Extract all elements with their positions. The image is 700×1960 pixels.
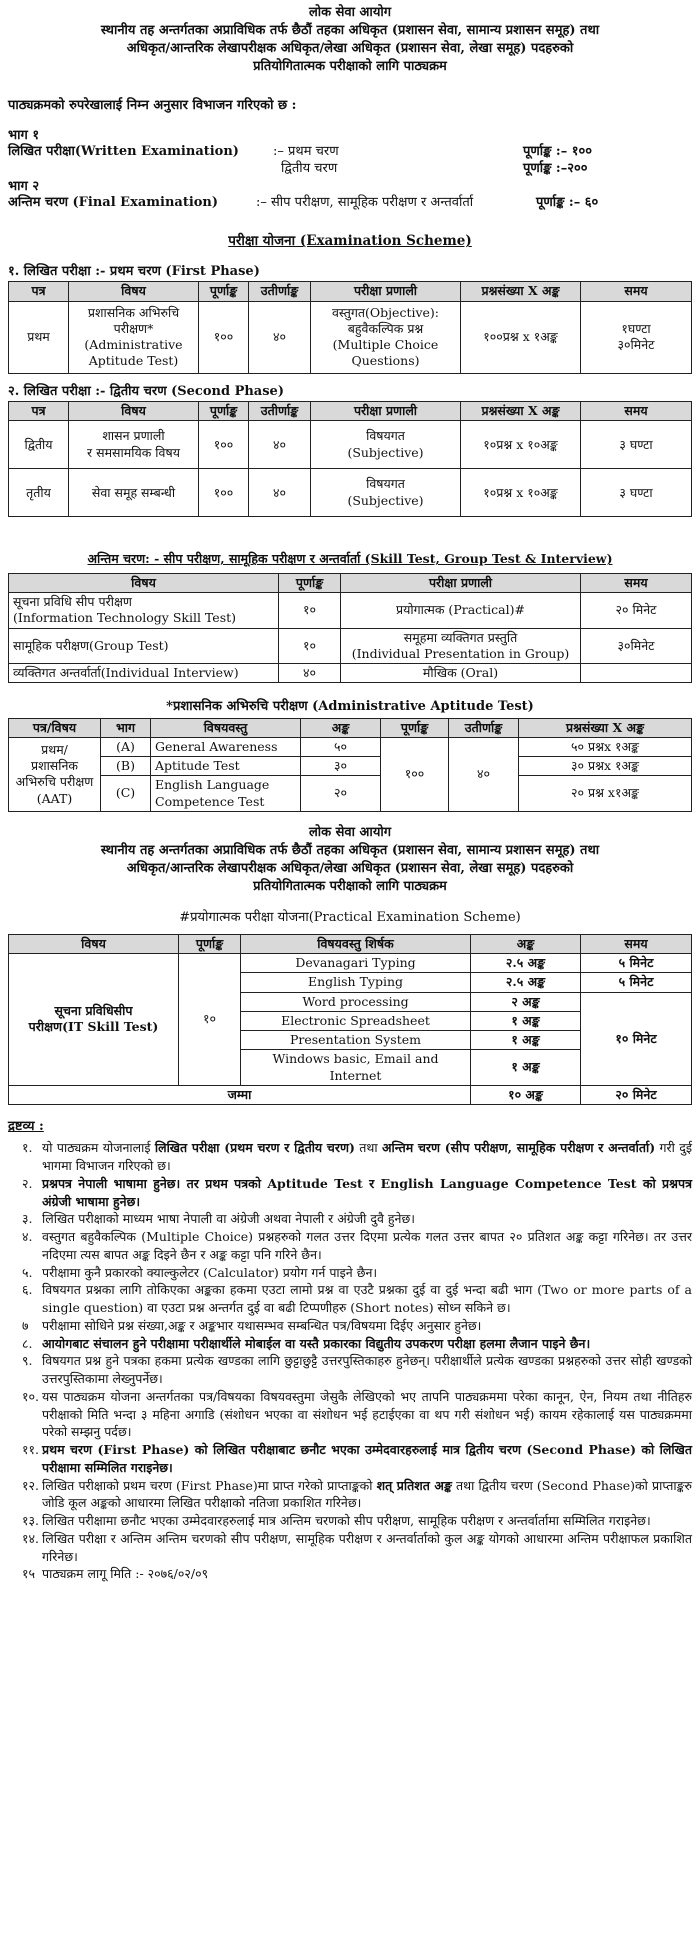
part-2-marks: पूर्णाङ्क :– ६० xyxy=(536,195,599,210)
table-header-row xyxy=(9,282,692,301)
cell-paper: तृतीय xyxy=(9,469,69,517)
subject-line: सेवा समूह सम्बन्धी xyxy=(91,484,176,500)
note-text xyxy=(42,1264,692,1282)
subject-np: प्रशासनिक अभिरुचि परीक्षण* xyxy=(87,304,180,336)
table-row xyxy=(9,469,692,517)
table-row xyxy=(9,593,692,629)
cell-subject: व्यक्तिगत अन्तर्वार्ता(Individual Interview) xyxy=(9,664,279,683)
cell-time: ५ मिनेट xyxy=(581,954,692,973)
note-text xyxy=(42,1512,692,1530)
header-line-2: अधिकृत/आन्तरिक लेखापरीक्षक अधिकृत/लेखा अधिकृत (प्रशासन सेवा, लेखा समूह) पदहरुको xyxy=(126,860,574,876)
col-header: प्रश्नसंख्या X अङ्क xyxy=(461,282,581,301)
cell-question-marks: १०प्रश्न x १०अङ्क xyxy=(461,421,581,469)
paper-line: (AAT) xyxy=(36,790,73,806)
note-number: १४. xyxy=(22,1530,39,1546)
cell-paper: प्रथम xyxy=(9,301,69,373)
part-2-desc: :– सीप परीक्षण, सामूहिक परीक्षण र अन्तर्वार्ता xyxy=(256,195,474,210)
paper-line: प्रशासनिक xyxy=(30,758,79,773)
org-name: लोक सेवा आयोग xyxy=(308,824,392,840)
phase-1-title: १. लिखित परीक्षा :- प्रथम चरण (First Phase) xyxy=(8,264,260,280)
note-number: १. xyxy=(22,1140,33,1156)
col-header: पूर्णाङ्क xyxy=(179,934,241,953)
col-header: समय xyxy=(581,934,692,953)
note-plain-text: पाठ्यक्रम लागू मिति :- २०७६/०२/०९ xyxy=(42,1566,209,1582)
system-line: विषयगत xyxy=(366,428,405,444)
col-header: अङ्क xyxy=(471,934,581,953)
cell-pass-marks: ४० xyxy=(449,737,519,811)
note-plain-text: लिखित परीक्षाको प्रथम चरण (First Phase)मा प्राप्त गरेको प्राप्ताङ्कको xyxy=(42,1477,377,1493)
cell-total-label: जम्मा xyxy=(9,1085,471,1104)
note-plain-text: यस पाठ्यक्रम योजना अन्तर्गतका पत्र/विषयका विषयवस्तुमा जेसुकै लेखिएको भए तापनि पाठ्यक्रममा परेका कानून, ऐन, नियम तथा नीतिहरु परीक्षाको मिति भन्दा ३ महिना अगाडि (संशोधन भएका वा संशोधन भई हटाईएका वा थप गरी संशोधन भई) कायम रहेकालाई यस पाठ्यक्रममा परेको सम्झनु पर्दछ। xyxy=(42,1388,692,1440)
subject-line: सूचना प्रविधि सीप परीक्षण xyxy=(13,594,132,609)
col-header: विषयवस्तु शिर्षक xyxy=(241,934,471,953)
note-text xyxy=(42,1477,692,1513)
cell-part: (C) xyxy=(101,776,151,812)
final-stage-title: अन्तिम चरण: - सीप परीक्षण, सामूहिक परीक्षण र अन्तर्वार्ता (Skill Test, Group Test & Interview) xyxy=(87,551,613,567)
cell-subject xyxy=(69,421,199,469)
cell-exam-system: मौखिक (Oral) xyxy=(341,664,581,683)
note-item xyxy=(8,1264,692,1282)
cell-marks: १ अङ्क xyxy=(471,1050,581,1086)
note-plain-text: विषयगत प्रश्नका लागि तोकिएका अङ्कका हकमा एउटा लामो प्रश्न वा एउटै प्रश्नका दुई वा दुई भन्दा बढी भाग (Two or more parts of a single question) वा एउटा प्रश्न अन्तर्गत दुई वा बढी टिप्पणीहरु (Short notes) सोध्न सकिने छ। xyxy=(42,1282,692,1315)
note-text xyxy=(42,1228,692,1264)
note-item xyxy=(8,1530,692,1566)
cell-pass-marks: ४० xyxy=(249,421,311,469)
aat-table xyxy=(8,718,692,812)
practical-title: #प्रयोगात्मक परीक्षा योजना(Practical Examination Scheme) xyxy=(179,909,521,925)
note-text xyxy=(42,1317,692,1335)
table-total-row xyxy=(9,1085,692,1104)
cell-content: Devanagari Typing xyxy=(241,954,471,973)
col-header: पत्र xyxy=(9,401,69,420)
paper-line: अभिरुचि परीक्षण xyxy=(15,774,94,790)
cell-time: ५ मिनेट xyxy=(581,973,692,992)
system-line: बहुवैकल्पिक प्रश्न xyxy=(347,320,424,336)
col-header: समय xyxy=(581,282,692,301)
note-item xyxy=(8,1228,692,1264)
col-header: उतीर्णाङ्क xyxy=(449,718,519,737)
cell-total-time: २० मिनेट xyxy=(581,1085,692,1104)
note-number: ८. xyxy=(22,1335,33,1351)
col-header: पत्र xyxy=(9,282,69,301)
subject-line: र समसामयिक विषय xyxy=(87,444,180,460)
cell-time xyxy=(581,301,692,373)
col-header: उतीर्णाङ्क xyxy=(249,282,311,301)
note-number: ४. xyxy=(22,1229,33,1244)
paper-line: प्रथम/ xyxy=(41,741,68,757)
cell-time xyxy=(581,664,692,683)
cell-pass-marks: ४० xyxy=(249,469,311,517)
note-plain-text: गरी दुई भागमा विभाजन गरिएको छ। xyxy=(42,1140,692,1173)
document-header-repeat xyxy=(8,824,692,896)
note-bold-text: लिखित परीक्षा (प्रथम चरण र द्वितीय चरण) xyxy=(154,1140,355,1156)
cell-subject xyxy=(69,469,199,517)
col-header: विषय xyxy=(9,573,279,592)
note-item xyxy=(8,1335,692,1353)
cell-content: Presentation System xyxy=(241,1031,471,1050)
part-1-name: लिखित परीक्षा(Written Examination) xyxy=(8,144,239,160)
note-text xyxy=(42,1139,692,1175)
note-text xyxy=(42,1565,692,1583)
cell-subject xyxy=(69,301,199,373)
note-item xyxy=(8,1317,692,1335)
cell-part: (B) xyxy=(101,757,151,776)
cell-content: General Awareness xyxy=(151,737,301,756)
cell-total-marks: १० अङ्क xyxy=(471,1085,581,1104)
note-text xyxy=(42,1352,692,1388)
subject-line: (Information Technology Skill Test) xyxy=(13,610,237,626)
table-row xyxy=(9,776,692,812)
time-line: ३०मिनेट xyxy=(617,337,655,353)
note-number: १५ xyxy=(22,1566,36,1582)
note-number: १०. xyxy=(22,1388,39,1404)
cell-question-marks: १०प्रश्न x १०अङ्क xyxy=(461,469,581,517)
col-header: समय xyxy=(581,573,692,592)
cell-marks: ३० xyxy=(301,757,381,776)
note-number: १३. xyxy=(22,1513,39,1528)
table-row xyxy=(9,737,692,756)
cell-full-marks: १० xyxy=(279,628,341,664)
cell-full-marks: १० xyxy=(179,954,241,1086)
cell-full-marks: १०० xyxy=(381,737,449,811)
intro-text: पाठ्यक्रमको रुपरेखालाई निम्न अनुसार विभाजन गरिएको छ : xyxy=(8,97,297,113)
col-header: विषय xyxy=(69,282,199,301)
note-plain-text: तथा xyxy=(354,1140,382,1156)
note-number: २. xyxy=(22,1175,33,1191)
subject-line: शासन प्रणाली xyxy=(102,428,165,444)
cell-content: Aptitude Test xyxy=(151,757,301,776)
table-row xyxy=(9,421,692,469)
col-header: भाग xyxy=(101,718,151,737)
note-item xyxy=(8,1352,692,1388)
col-header: परीक्षा प्रणाली xyxy=(311,282,461,301)
note-plain-text: तथा द्वितीय चरण (Second Phase)को प्राप्ताङ्करु जोडि कूल अङ्कको आधारमा लिखित परीक्षाको नतिजा प्रकाशित गरिनेछ। xyxy=(42,1477,692,1511)
col-header: विषय xyxy=(9,934,179,953)
cell-marks: २.५ अङ्क xyxy=(471,954,581,973)
note-plain-text: परीक्षामा कुनै प्रकारको क्याल्कुलेटर (Calculator) प्रयोग गर्न पाइने छैन। xyxy=(42,1264,378,1280)
system-line: विषयगत xyxy=(366,476,405,492)
col-header: पत्र/विषय xyxy=(9,718,101,737)
note-number: १२. xyxy=(22,1477,39,1493)
org-name: लोक सेवा आयोग xyxy=(308,5,392,20)
note-item xyxy=(8,1175,692,1211)
note-number: ७ xyxy=(22,1317,29,1333)
cell-exam-system: प्रयोगात्मक (Practical)# xyxy=(341,593,581,629)
subject-line: सूचना प्रविधिसीप xyxy=(54,1003,133,1019)
cell-full-marks: १० xyxy=(279,593,341,629)
table-row xyxy=(9,954,692,973)
part-1-second-marks: पूर्णाङ्क :–२०० xyxy=(523,160,588,176)
note-text xyxy=(42,1210,692,1228)
note-text xyxy=(42,1388,692,1441)
cell-marks: १ अङ्क xyxy=(471,1031,581,1050)
part-2-name: अन्तिम चरण (Final Examination) xyxy=(8,195,219,210)
col-header: प्रश्नसंख्या X अङ्क xyxy=(461,401,581,420)
practical-table xyxy=(8,934,692,1105)
header-line-1: स्थानीय तह अन्तर्गतका अप्राविधिक तर्फ छैठौं तहका अधिकृत (प्रशासन सेवा, सामान्य प्रशासन समूह) तथा xyxy=(100,842,600,858)
document-header xyxy=(8,4,692,76)
note-number: ९. xyxy=(22,1353,33,1369)
cell-content: English Language Competence Test xyxy=(151,776,301,812)
system-line: समूहमा व्यक्तिगत प्रस्तुति xyxy=(403,629,518,645)
part-2 xyxy=(8,179,692,212)
cell-paper xyxy=(9,737,101,811)
cell-marks: ५० xyxy=(301,737,381,756)
col-header: उतीर्णाङ्क xyxy=(249,401,311,420)
cell-subject: सामूहिक परीक्षण(Group Test) xyxy=(9,628,279,664)
cell-marks: २ अङ्क xyxy=(471,992,581,1011)
scheme-title: परीक्षा योजना (Examination Scheme) xyxy=(228,233,472,250)
note-item xyxy=(8,1281,692,1317)
header-line-1: स्थानीय तह अन्तर्गतका अप्राविधिक तर्फ छैठौं तहका अधिकृत (प्रशासन सेवा, सामान्य प्रशासन समूह) तथा xyxy=(100,22,600,38)
header-line-2: अधिकृत/आन्तरिक लेखापरीक्षक अधिकृत/लेखा अधिकृत (प्रशासन सेवा, लेखा समूह) पदहरुको xyxy=(126,40,574,56)
system-line: (Subjective) xyxy=(347,444,424,460)
cell-subject xyxy=(9,593,279,629)
note-bold-text: प्रथम चरण (First Phase) को लिखित परीक्षाबाट छनौट भएका उम्मेदवारहरुलाई मात्र द्वितीय चरण (Second Phase) को लिखित परीक्षामा सम्मिलित गराइनेछ। xyxy=(42,1442,692,1475)
col-header: पूर्णाङ्क xyxy=(279,573,341,592)
cell-exam-system xyxy=(311,301,461,373)
table-row xyxy=(9,628,692,664)
note-item xyxy=(8,1477,692,1513)
phase-2-title: २. लिखित परीक्षा :- द्वितीय चरण (Second Phase) xyxy=(8,383,284,399)
note-plain-text: वस्तुगत बहुवैकल्पिक (Multiple Choice) प्रश्नहरुको गलत उत्तर दिएमा प्रत्येक गलत उत्तर बापत २० प्रतिशत अङ्क कट्टा गरिनेछ। तर उत्तर नदिएमा त्यस बापत अङ्क दिइने छैन र अङ्क कट्टा पनि गरिने छैन। xyxy=(42,1229,692,1262)
table-header-row xyxy=(9,934,692,953)
part-1-first-marks: पूर्णाङ्क :– १०० xyxy=(523,144,593,160)
cell-full-marks: १०० xyxy=(199,469,249,517)
cell-question-marks: २० प्रश्न x१अङ्क xyxy=(519,776,692,812)
final-stage-table xyxy=(8,573,692,684)
part-1 xyxy=(8,128,692,177)
note-item xyxy=(8,1441,692,1477)
cell-marks: २० xyxy=(301,776,381,812)
cell-time: २० मिनेट xyxy=(581,593,692,629)
cell-time: १० मिनेट xyxy=(581,992,692,1085)
cell-marks: १ अङ्क xyxy=(471,1011,581,1030)
col-header: पूर्णाङ्क xyxy=(199,282,249,301)
note-item xyxy=(8,1210,692,1228)
table-row xyxy=(9,664,692,683)
system-line: वस्तुगत(Objective): xyxy=(331,304,440,320)
cell-exam-system xyxy=(311,469,461,517)
table-header-row xyxy=(9,401,692,420)
note-plain-text: परीक्षामा सोधिने प्रश्न संख्या,अङ्क र अङ्कभार यथासम्भव सम्बन्धित पत्र/विषयमा दिईए अनुसार हुनेछ। xyxy=(42,1317,482,1333)
cell-question-marks: ३० प्रश्नx १अङ्क xyxy=(519,757,692,776)
col-header: पूर्णाङ्क xyxy=(199,401,249,420)
note-bold-text: शत् प्रतिशत अङ्क xyxy=(376,1477,452,1493)
cell-content: Word processing xyxy=(241,992,471,1011)
notes-list xyxy=(8,1139,692,1583)
note-item xyxy=(8,1139,692,1175)
note-plain-text: लिखित परीक्षाको माध्यम भाषा नेपाली वा अंग्रेजी अथवा नेपाली र अंग्रेजी दुवै हुनेछ। xyxy=(42,1211,415,1227)
cell-question-marks: १००प्रश्न x १अङ्क xyxy=(461,301,581,373)
part-1-label: भाग १ xyxy=(8,128,40,143)
header-line-3: प्रतियोगितात्मक परीक्षाको लागि पाठ्यक्रम xyxy=(253,878,447,894)
col-header: अङ्क xyxy=(301,718,381,737)
part-1-second-stage: द्वितीय चरण xyxy=(281,160,338,176)
system-line: (Individual Presentation in Group) xyxy=(351,645,570,661)
cell-full-marks: १०० xyxy=(199,301,249,373)
note-number: ५. xyxy=(22,1264,33,1280)
subject-line: परीक्षण(IT Skill Test) xyxy=(28,1019,159,1035)
table-row xyxy=(9,301,692,373)
note-text xyxy=(42,1530,692,1566)
col-header: परीक्षा प्रणाली xyxy=(311,401,461,420)
cell-time: ३०मिनेट xyxy=(581,628,692,664)
part-1-first-stage: :– प्रथम चरण xyxy=(273,144,339,160)
cell-paper: द्वितीय xyxy=(9,421,69,469)
cell-question-marks: ५० प्रश्नx १अङ्क xyxy=(519,737,692,756)
note-plain-text: लिखित परीक्षा र अन्तिम अन्तिम चरणको सीप परीक्षण, सामूहिक परीक्षण र अन्तर्वार्ताको कुल अङ्क योगको आधारमा अन्तिम परीक्षाफल प्रकाशित गरिनेछ। xyxy=(42,1530,692,1564)
time-line: १घण्टा xyxy=(621,320,651,336)
note-text xyxy=(42,1281,692,1317)
note-plain-text: यो पाठ्यक्रम योजनालाई xyxy=(42,1140,155,1156)
note-item xyxy=(8,1512,692,1530)
system-line: (Subjective) xyxy=(347,492,424,508)
cell-content: Electronic Spreadsheet xyxy=(241,1011,471,1030)
note-number: ११. xyxy=(22,1442,39,1457)
cell-marks: २.५ अङ्क xyxy=(471,973,581,992)
col-header: पूर्णाङ्क xyxy=(381,718,449,737)
notes-title: द्रष्टव्य : xyxy=(8,1119,44,1134)
cell-time: ३ घण्टा xyxy=(581,421,692,469)
system-line: (Multiple Choice Questions) xyxy=(332,337,439,369)
note-text xyxy=(42,1441,692,1477)
header-line-3: प्रतियोगितात्मक परीक्षाको लागि पाठ्यक्रम xyxy=(253,58,447,74)
note-bold-text: प्रश्नपत्र नेपाली भाषामा हुनेछ। तर प्रथम पत्रको Aptitude Test र English Language Competence Test को प्रश्नपत्र अंग्रेजी भाषामा हुनेछ। xyxy=(42,1175,692,1209)
col-header: विषयवस्तु xyxy=(151,718,301,737)
cell-full-marks: १०० xyxy=(199,421,249,469)
note-number: ६. xyxy=(22,1282,33,1298)
cell-exam-system xyxy=(311,421,461,469)
col-header: परीक्षा प्रणाली xyxy=(341,573,581,592)
note-plain-text: विषयगत प्रश्न हुने पत्रका हकमा प्रत्येक खण्डका लागि छुट्टाछुट्टै उत्तरपुस्तिकाहरु हुनेछन्। परीक्षार्थीले प्रत्येक खण्डका प्रश्नहरुको उत्तर सोही खण्डको उत्तरपुस्तिकामा लेख्नुपर्नेछ। xyxy=(42,1353,692,1386)
col-header: प्रश्नसंख्या X अङ्क xyxy=(519,718,692,737)
part-2-label: भाग २ xyxy=(8,178,40,194)
cell-full-marks: ४० xyxy=(279,664,341,683)
phase-2-table xyxy=(8,401,692,517)
cell-part: (A) xyxy=(101,737,151,756)
aat-title: *प्रशासनिक अभिरुचि परीक्षण (Administrative Aptitude Test) xyxy=(166,699,534,715)
subject-en: (Administrative Aptitude Test) xyxy=(84,337,183,369)
note-number: ३. xyxy=(22,1211,33,1227)
table-header-row xyxy=(9,573,692,592)
col-header: समय xyxy=(581,401,692,420)
cell-content: Windows basic, Email and Internet xyxy=(241,1050,471,1086)
note-item xyxy=(8,1388,692,1441)
note-item xyxy=(8,1565,692,1583)
note-text xyxy=(42,1335,692,1353)
note-text xyxy=(42,1175,692,1211)
cell-subject xyxy=(9,954,179,1086)
cell-pass-marks: ४० xyxy=(249,301,311,373)
cell-content: English Typing xyxy=(241,973,471,992)
phase-1-table xyxy=(8,281,692,373)
note-plain-text: लिखित परीक्षामा छनौट भएका उम्मेदवारहरुलाई मात्र अन्तिम चरणको सीप परीक्षण, सामूहिक परीक्षण र अन्तर्वार्तामा सम्मिलित गराइनेछ। xyxy=(42,1513,651,1528)
note-bold-text: अन्तिम चरण (सीप परीक्षण, सामूहिक परीक्षण र अन्तर्वार्ता) xyxy=(381,1140,656,1156)
table-row xyxy=(9,757,692,776)
table-header-row xyxy=(9,718,692,737)
col-header: विषय xyxy=(69,401,199,420)
note-bold-text: आयोगबाट संचालन हुने परीक्षामा परीक्षार्थीले मोबाईल वा यस्तै प्रकारका विद्युतीय उपकरण परीक्षा हलमा लैजान पाइने छैन। xyxy=(42,1335,591,1351)
cell-exam-system xyxy=(341,628,581,664)
cell-time: ३ घण्टा xyxy=(581,469,692,517)
